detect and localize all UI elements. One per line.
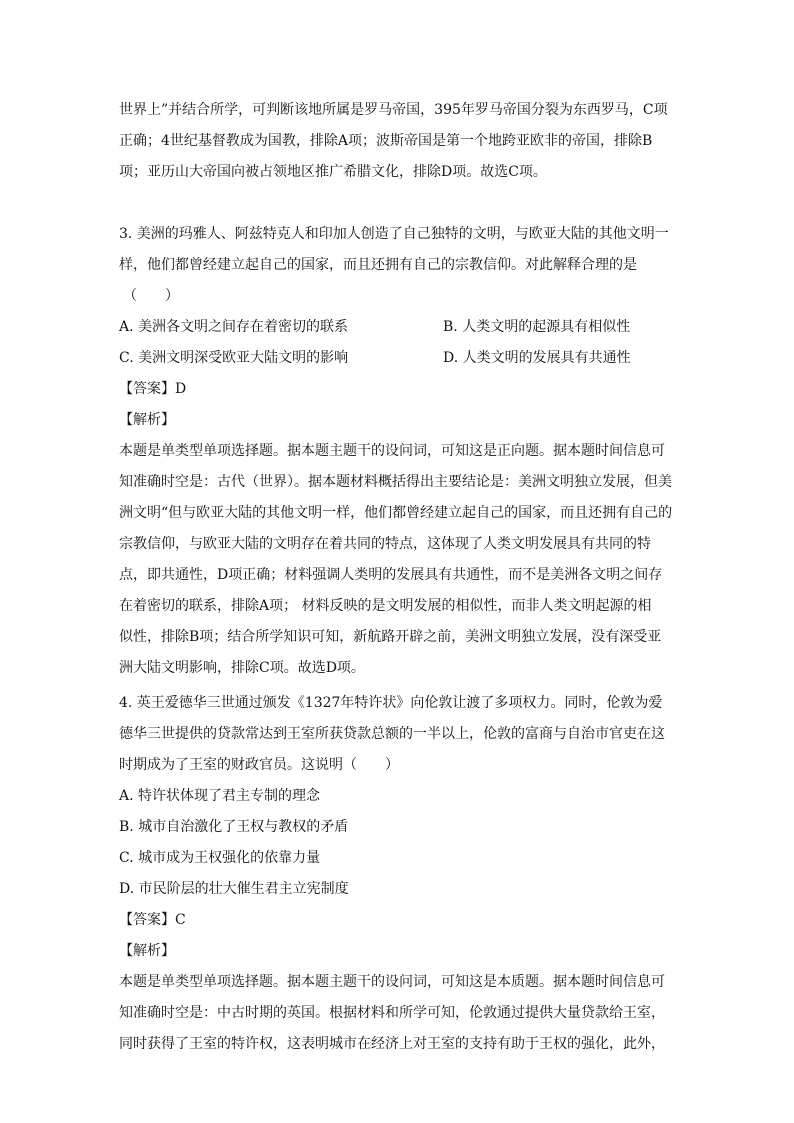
option-b: B. 城市自治激化了王权与教权的矛盾 xyxy=(119,819,349,835)
analysis-label: 【解析】 xyxy=(119,943,175,959)
question-stem-line: 德华三世提供的贷款常达到王室所获贷款总额的一半以上，伦敦的富商与自治市官吏在这 xyxy=(119,726,665,742)
text-line: 世界上”并结合所学，可判断该地所属是罗马帝国，395年罗马帝国分裂为东西罗马，C项 xyxy=(119,102,668,118)
option-b: B. 人类文明的起源具有相似性 xyxy=(443,319,631,335)
analysis-line: 本题是单类型单项选择题。据本题主题干的设问词，可知这是本质题。据本题时间信息可 xyxy=(119,974,665,990)
option-d: D. 人类文明的发展具有共通性 xyxy=(443,350,631,366)
question-stem-line: 样，他们都曾经建立起自己的国家，而且还拥有自己的宗教信仰。对此解释合理的是 xyxy=(119,257,637,273)
answer-blank xyxy=(119,281,679,312)
question-stem-line: 4. 英王爱德华三世通过颁发《1327年特许状》向伦敦让渡了多项权力。同时，伦敦为爱 xyxy=(119,695,663,711)
blank-parens: （ ） xyxy=(123,288,179,304)
option-c: C. 城市成为王权强化的依靠力量 xyxy=(119,850,321,866)
option-a: A. 特许状体现了君主专制的理念 xyxy=(119,788,321,804)
options-row xyxy=(119,312,679,343)
text-line: 正确；4世纪基督教成为国教，排除A项；波斯帝国是第一个地跨亚欧非的帝国，排除B xyxy=(119,133,653,149)
analysis-line: 知准确时空是：中古时期的英国。根据材料和所学可知，伦敦通过提供大量贷款给王室， xyxy=(119,1005,665,1021)
analysis-line: 点，即共通性，D项正确；材料强调人类明的发展具有共通性，而不是美洲各文明之间存 xyxy=(119,567,663,583)
analysis-line: 洲文明“但与欧亚大陆的其他文明一样，他们都曾经建立起自己的国家，而且还拥有自己的 xyxy=(119,505,673,521)
text-line: 项；亚历山大帝国向被占领地区推广希腊文化，排除D项。故选C项。 xyxy=(119,164,547,180)
analysis-line: 在着密切的联系，排除A项； 材料反映的是文明发展的相似性，而非人类文明起源的相 xyxy=(119,598,652,614)
question-stem-line: 时期成为了王室的财政官员。这说明（ ） xyxy=(119,757,399,773)
analysis-line: 宗教信仰，与欧亚大陆的文明存在着共同的特点，这体现了人类文明发展具有共同的特 xyxy=(119,536,651,552)
prev-explanation xyxy=(119,95,679,188)
options-row xyxy=(119,343,679,374)
answer-label: 【答案】D xyxy=(119,381,187,397)
question-stem-line: 3. 美洲的玛雅人、阿兹特克人和印加人创造了自己独特的文明，与欧亚大陆的其他文明一 xyxy=(119,226,669,242)
analysis-line: 知准确时空是：古代（世界）。据本题材料概括得出主要结论是：美洲文明独立发展，但美 xyxy=(119,474,672,490)
option-d: D. 市民阶层的壮大催生君主立宪制度 xyxy=(119,881,349,897)
analysis-line: 似性，排除B项；结合所学知识可知，新航路开辟之前，美洲文明独立发展，没有深受亚 xyxy=(119,629,662,645)
analysis-label: 【解析】 xyxy=(119,412,175,428)
analysis-line: 洲大陆文明影响，排除C项。故选D项。 xyxy=(119,660,365,676)
option-a: A. 美洲各文明之间存在着密切的联系 xyxy=(119,319,349,335)
analysis-line: 本题是单类型单项选择题。据本题主题干的设问词，可知这是正向题。据本题时间信息可 xyxy=(119,443,665,459)
analysis-line: 同时获得了王室的特许权，这表明城市在经济上对王室的支持有助于王权的强化，此外， xyxy=(119,1036,665,1052)
question-4 xyxy=(119,688,679,1060)
question-3 xyxy=(119,219,679,684)
option-c: C. 美洲文明深受欧亚大陆文明的影响 xyxy=(119,350,349,366)
answer-label: 【答案】C xyxy=(119,912,186,928)
